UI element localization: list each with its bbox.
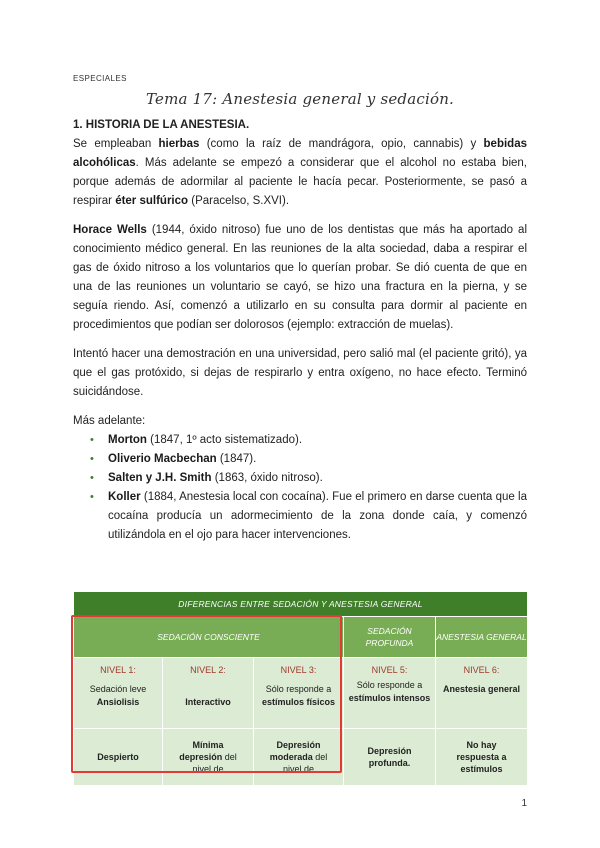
list-item <box>90 450 527 469</box>
bullet-icon: • <box>90 434 94 446</box>
state-key: No hay respuesta a estímulos <box>456 740 507 774</box>
text-run: Se empleaban <box>73 138 159 150</box>
section-heading: 1. HISTORIA DE LA ANESTESIA. <box>73 119 250 131</box>
level-label: NIVEL 5: <box>371 665 408 675</box>
level-label: NIVEL 2: <box>190 665 226 675</box>
sedation-comparison-table <box>73 591 528 786</box>
pioneer-detail: (1863, óxido nitroso). <box>211 472 323 484</box>
table-row <box>74 729 528 786</box>
page-number: 1 <box>521 798 527 809</box>
level-label: NIVEL 1: <box>100 665 136 675</box>
paragraph-later: Más adelante: <box>73 415 146 427</box>
level-key: Ansiolisis <box>96 697 140 707</box>
level-label: NIVEL 3: <box>280 665 317 675</box>
level-key: Anestesia general <box>443 684 521 694</box>
state-rest: del nivel de <box>192 752 237 774</box>
document-title: Tema 17: Anestesia general y sedación. <box>145 90 455 108</box>
document-body <box>73 116 527 545</box>
group-conscious-sedation: SEDACIÓN CONSCIENTE <box>74 617 344 658</box>
level-key: estímulos intensos <box>348 693 431 703</box>
table-title-row <box>74 592 528 617</box>
table-group-row <box>74 617 528 658</box>
level-pre: Sólo responde a <box>356 680 423 690</box>
pioneers-list <box>73 431 527 545</box>
list-item <box>90 431 527 450</box>
bold-term: bebidas alcohólicas <box>73 138 527 169</box>
state-cell <box>436 729 528 786</box>
table-title: DIFERENCIAS ENTRE SEDACIÓN Y ANESTESIA GENERAL <box>74 592 528 617</box>
group-general-anesthesia: ANESTESIA GENERAL <box>436 617 528 658</box>
state-key: Depresión moderada <box>269 740 321 762</box>
level-cell <box>74 658 163 729</box>
pioneer-name: Koller <box>108 491 141 503</box>
bold-term: Horace Wells <box>73 224 147 236</box>
level-cell <box>344 658 436 729</box>
text-run: (como la raíz de mandrágora, opio, cannabis) y <box>199 138 484 150</box>
level-cell <box>163 658 254 729</box>
state-cell <box>254 729 344 786</box>
level-label: NIVEL 6: <box>463 665 500 675</box>
bold-term: hierbas <box>158 138 200 150</box>
bullet-icon: • <box>90 472 94 484</box>
group-deep-sedation: SEDACIÓN PROFUNDA <box>344 617 436 658</box>
text-run: . Más adelante se empezó a considerar que el alcohol no estaba bien, porque además de adormilar al paciente le hacía pecar. Posteriormente, se pasó a respirar <box>73 157 527 207</box>
level-pre: Sedación leve <box>89 684 147 694</box>
pioneer-name: Salten y J.H. Smith <box>108 472 212 484</box>
text-run: (Paracelso, S.XVI). <box>188 195 290 207</box>
state-rest: del nivel de <box>282 752 328 774</box>
list-item <box>90 488 527 545</box>
state-key: Despierto <box>97 752 139 762</box>
level-cell <box>436 658 528 729</box>
table-row <box>74 658 528 729</box>
state-key: Mínima depresión <box>179 740 224 762</box>
level-pre: Sólo responde a <box>265 684 332 694</box>
pioneer-detail: (1884, Anestesia local con cocaína). Fue el primero en darse cuenta que la cocaína producía un adormecimiento de la zona donde caía, y comenzó utilizándola en el ojo para hacer intervenciones. <box>108 491 527 541</box>
state-cell <box>163 729 254 786</box>
level-key: estímulos físicos <box>261 697 336 707</box>
state-key: Depresión profunda. <box>367 746 412 768</box>
state-cell <box>344 729 436 786</box>
list-item <box>90 469 527 488</box>
bullet-icon: • <box>90 453 94 465</box>
pioneer-name: Morton <box>108 434 147 446</box>
section-label: ESPECIALES <box>73 74 127 83</box>
paragraph-demonstration: Intentó hacer una demostración en una universidad, pero salió mal (el paciente gritó), ya que el gas protóxido, si dejas de respirarlo y entra oxígeno, no hace efecto. Terminó suicidándose. <box>73 348 527 398</box>
pioneer-detail: (1847, 1º acto sistematizado). <box>146 434 303 446</box>
bullet-icon: • <box>90 491 94 503</box>
level-cell <box>254 658 344 729</box>
pioneer-name: Oliverio Macbechan <box>108 453 217 465</box>
text-run: (1944, óxido nitroso) fue uno de los dentistas que más ha aportado al conocimiento médico general. En las reuniones de la alta sociedad, daba a respirar el gas de óxido nitroso a los voluntarios que lo querían probar. Se dió cuenta de que en una de las reuniones un voluntario se cayó, se hizo una fractura en la pierna, y se seguía riendo. Así, comenzó a utilizarlo en su consulta para dormir al paciente en procedimientos que podían ser dolorosos (ejemplo: extracción de muelas). <box>73 224 528 331</box>
level-key: Interactivo <box>185 697 231 707</box>
paragraph-horace-wells <box>73 221 527 335</box>
paragraph-herbs <box>73 135 527 211</box>
bold-term: éter sulfúrico <box>115 195 189 207</box>
pioneer-detail: (1847). <box>216 453 257 465</box>
state-cell <box>74 729 163 786</box>
